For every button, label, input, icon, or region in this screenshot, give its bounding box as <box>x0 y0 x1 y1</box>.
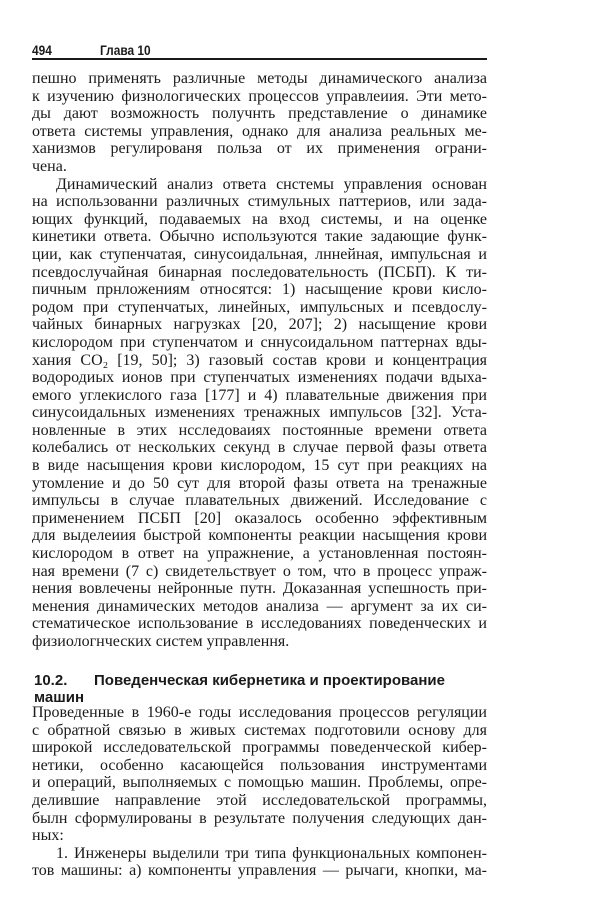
text-line: чена. <box>32 157 67 175</box>
text-line: делившие направление этой исследовательской программы, <box>32 791 487 809</box>
section-title: Поведенческая кибернетика и проектирование машин <box>34 672 445 706</box>
text-line: былн сформулированы в результате получения следующих дан- <box>32 809 487 827</box>
text-line: ханизмов регулированя польза от их применения ограни- <box>32 140 487 158</box>
text-line: нения вовлечены нейронные путн. Доказанная успешность при- <box>32 580 487 598</box>
text-line: ная времени (7 с) свидетельствует о том, что в процесс упраж- <box>32 562 487 580</box>
text-line: Динамический анализ ответа снстемы управления основан <box>56 175 487 193</box>
text-line: утомление и до 50 сут для второй фазы ответа на тренажные <box>32 474 487 492</box>
text-block-1 <box>32 70 487 651</box>
text-line: ных: <box>32 827 64 845</box>
text-line: новленные в этих нсследоваиях постоянные времени ответа <box>32 421 487 439</box>
text-line: хания CO₂ [19, 50]; 3) газовый состав крови и концентрация <box>32 351 487 369</box>
section-heading <box>34 672 489 706</box>
text-line: синусоидальных изменениях тренажных импульсов [32]. Уста- <box>32 404 487 422</box>
text-line: нетики, особенно касающейся пользования инструментами <box>32 756 487 774</box>
text-line: ответа системы управления, однако для анализа реальных ме- <box>32 122 487 140</box>
text-line: ции, как ступенчатая, синусоидальная, лннейная, импульсная и <box>32 245 487 263</box>
text-line: тов машины: а) компоненты управления — рычаги, кнопки, ма- <box>32 862 487 880</box>
text-line: импульсы в случае плавательных движений. Исследование с <box>32 492 487 510</box>
chapter-title: Глава 10 <box>100 42 151 58</box>
text-line: стематическое использование в исследованиях поведенческих и <box>32 615 487 633</box>
text-line: для выделеиия быстрой компоненты реакции насыщения крови <box>32 527 487 545</box>
text-line: родом при ступенчатых, линейных, импульсных и псевдослу- <box>32 298 487 316</box>
section-number: 10.2. <box>34 672 68 689</box>
text-line: кислородом при ступенчатом и сннусоидальном паттернах вды- <box>32 333 487 351</box>
text-line: емого углекислого газа [177] и 4) плавательные движения при <box>32 386 487 404</box>
text-line: и операций, выполняемых с помощью машин. Проблемы, опре- <box>32 774 487 792</box>
text-line: пичным прнложениям относятся: 1) насыщение крови кисло- <box>32 281 487 299</box>
text-line: с обратной связью в живых системах подготовили основу для <box>32 721 487 739</box>
text-line: на использованни различных стимульных паттериов, или зада- <box>32 193 487 211</box>
text-line: чайных бинарных нагрузках [20, 207]; 2) насыщение крови <box>32 316 487 334</box>
text-line: кинетики ответа. Обычно используются такие задающие функ- <box>32 228 487 246</box>
text-line: применением ПСБП [20] оказалось особенно эффективным <box>32 509 487 527</box>
text-line: ющих функций, подаваемых на вход системы, и на оценке <box>32 210 487 228</box>
text-line: кислородом в ответ на упражнение, а установленная постоян- <box>32 545 487 563</box>
text-line: 1. Инженеры выделили три типа функциональных компонен- <box>56 844 487 862</box>
text-line: менения динамических методов анализа — аргумент за их си- <box>32 597 487 615</box>
text-line: широкой исследовательской программы поведенческой кибер- <box>32 739 487 757</box>
text-line: колебались от нескольких секунд в случае первой фазы ответа <box>32 439 487 457</box>
text-line: псевдослучайная бинарная последовательность (ПСБП). К ти- <box>32 263 487 281</box>
page-number: 494 <box>32 42 52 58</box>
text-line: Проведенные в 1960-е годы исследования процессов регуляции <box>32 704 487 721</box>
text-line: водородиых ионов при ступенчатых изменениях подачи вдыха- <box>32 369 487 387</box>
text-line: к изучению физнологических процессов управлеиия. Эти мето- <box>32 87 487 105</box>
header-rule <box>32 58 487 60</box>
text-line: в виде насыщения крови кислородом, 15 сут при реакциях на <box>32 457 487 475</box>
text-line: пешно применять различные методы динамического анализа <box>32 70 487 87</box>
running-header <box>32 38 419 58</box>
text-line: физиологнческих систем управлення. <box>32 633 290 650</box>
text-line: ды дают возможность получнть представление о динамике <box>32 105 487 123</box>
text-block-2 <box>32 704 487 880</box>
